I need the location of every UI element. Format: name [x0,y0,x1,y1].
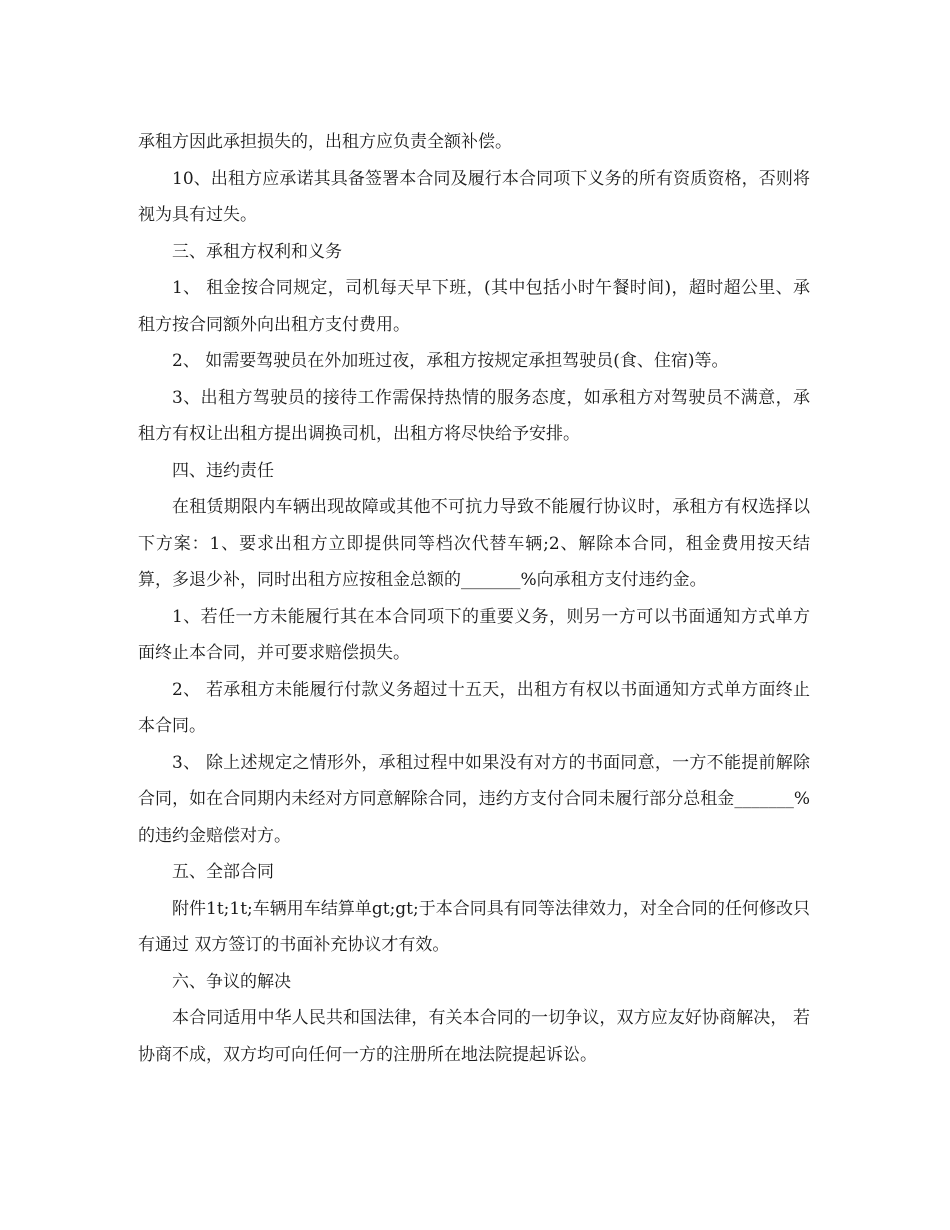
entire-contract-paragraph: 附件1t;1t;车辆用车结算单gt;gt;于本合同具有同等法律效力，对全合同的任何修改只有通过 双方签订的书面补充协议才有效。 [138,898,810,955]
clause-3-2: 2、 如需要驾驶员在外加班过夜，承租方按规定承担驾驶员(食、住宿)等。 [172,351,729,371]
clause-10: 10、出租方应承诺其具备签署本合同及履行本合同项下义务的所有资质资格，否则将视为具有过失。 [138,168,810,225]
paragraph-continuation: 承租方因此承担损失的，出租方应负责全额补偿。 [138,132,512,152]
clause-4-2: 2、 若承租方未能履行付款义务超过十五天，出租方有权以书面通知方式单方面终止本合同。 [138,679,810,736]
clause-3-1: 1、 租金按合同规定，司机每天早下班，(其中包括小时午餐时间)，超时超公里、承租方按合同额外向出租方支付费用。 [138,278,810,335]
clause-4-1: 1、若任一方未能履行其在本合同项下的重要义务，则另一方可以书面通知方式单方面终止本合同，并可要求赔偿损失。 [138,606,810,663]
section-heading-6: 六、争议的解决 [172,971,291,992]
dispute-resolution-paragraph: 本合同适用中华人民共和国法律，有关本合同的一切争议，双方应友好协商解决， 若协商不成，双方均可向任何一方的注册所在地法院提起诉讼。 [138,1008,810,1065]
section-heading-3: 三、承租方权利和义务 [172,241,342,262]
clause-3-3: 3、出租方驾驶员的接待工作需保持热情的服务态度，如承租方对驾驶员不满意，承租方有权让出租方提出调换司机，出租方将尽快给予安排。 [138,387,810,444]
section-heading-5: 五、全部合同 [172,862,274,882]
breach-intro-paragraph: 在租赁期限内车辆出现故障或其他不可抗力导致不能履行协议时，承租方有权选择以下方案：1、要求出租方立即提供同等档次代替车辆;2、解除本合同，租金费用按天结算，多退少补，同时出租方应按租金总额的_______%向承租方支付违约金。 [138,497,810,590]
section-heading-4: 四、违约责任 [172,460,274,481]
document-body [138,124,810,1073]
clause-4-3: 3、 除上述规定之情形外，承租过程中如果没有对方的书面同意，一方不能提前解除合同，如在合同期内未经对方同意解除合同，违约方支付合同未履行部分总租金_______%的违约金赔偿对方。 [138,752,810,846]
